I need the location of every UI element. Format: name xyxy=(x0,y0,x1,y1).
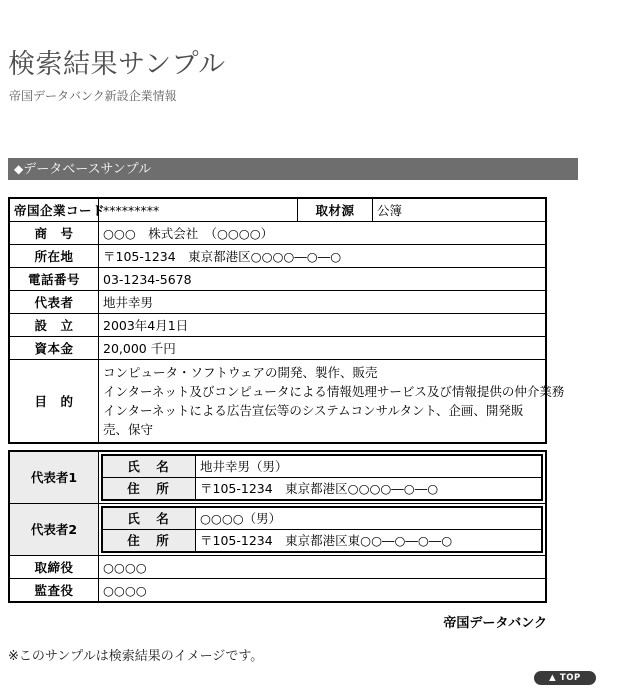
table-row-established xyxy=(9,314,546,337)
page-subtitle: 帝国データバンク新設企業情報 xyxy=(9,89,177,103)
table-row-representative-1 xyxy=(9,451,546,504)
page-title: 検索結果サンプル xyxy=(8,49,226,80)
table-row-trade-name xyxy=(9,222,546,245)
value-rep2-address: 〒105-1234 東京都港区東○○―○―○―○ xyxy=(196,530,543,553)
table-row-director xyxy=(9,556,546,579)
section-header-database-sample xyxy=(8,158,578,180)
table-row-auditor xyxy=(9,579,546,603)
representative-1-detail-table xyxy=(101,454,543,501)
table-row-rep2-name xyxy=(102,507,542,530)
back-to-top-button[interactable]: ▲ TOP xyxy=(534,671,596,685)
label-source: 取材源 xyxy=(298,198,373,222)
label-director: 取締役 xyxy=(9,556,99,579)
table-row-representative-2 xyxy=(9,504,546,556)
label-trade-name: 商 号 xyxy=(9,222,99,245)
label-rep1-name: 氏 名 xyxy=(102,455,196,478)
section-header-label: データベースサンプル xyxy=(23,162,152,177)
company-info-table xyxy=(8,197,565,444)
attribution-text: 帝国データバンク xyxy=(443,616,547,631)
label-established: 設 立 xyxy=(9,314,99,337)
value-rep2-name: ○○○○（男） xyxy=(196,507,543,530)
value-purpose xyxy=(99,360,565,444)
table-row-purpose xyxy=(9,360,546,444)
label-capital: 資本金 xyxy=(9,337,99,360)
table-row-rep1-name xyxy=(102,455,542,478)
value-source: 公簿 xyxy=(373,198,547,222)
value-capital: 20,000 千円 xyxy=(99,337,547,360)
table-row-location xyxy=(9,245,546,268)
label-representative-1: 代表者1 xyxy=(9,451,99,504)
value-phone: 03-1234-5678 xyxy=(99,268,547,291)
value-rep1-address: 〒105-1234 東京都港区○○○○―○―○ xyxy=(196,478,543,501)
label-rep1-address: 住 所 xyxy=(102,478,196,501)
table-row-company-code xyxy=(9,198,546,222)
representative-2-details xyxy=(99,504,547,556)
value-representative: 地井幸男 xyxy=(99,291,547,314)
label-auditor: 監査役 xyxy=(9,579,99,603)
value-trade-name: ○○○ 株式会社 （○○○○） xyxy=(99,222,547,245)
value-rep1-name: 地井幸男（男） xyxy=(196,455,543,478)
label-rep2-address: 住 所 xyxy=(102,530,196,553)
table-row-capital xyxy=(9,337,546,360)
representative-2-detail-table xyxy=(101,506,543,553)
value-location: 〒105-1234 東京都港区○○○○―○―○ xyxy=(99,245,547,268)
label-rep2-name: 氏 名 xyxy=(102,507,196,530)
table-row-rep1-address xyxy=(102,478,542,501)
value-established: 2003年4月1日 xyxy=(99,314,547,337)
representative-1-details xyxy=(99,451,547,504)
label-representative-2: 代表者2 xyxy=(9,504,99,556)
value-company-code: ********* xyxy=(99,198,298,222)
sample-note: ※このサンプルは検索結果のイメージです。 xyxy=(8,649,264,664)
label-location: 所在地 xyxy=(9,245,99,268)
table-row-rep2-address xyxy=(102,530,542,553)
diamond-bullet-icon: ◆ xyxy=(14,162,24,176)
label-phone: 電話番号 xyxy=(9,268,99,291)
officers-table xyxy=(8,450,547,603)
purpose-line-2: インターネット及びコンピュータによる情報処理サービス及び情報提供の仲介業務 xyxy=(103,384,565,399)
table-row-phone xyxy=(9,268,546,291)
label-purpose: 目 的 xyxy=(9,360,99,444)
label-company-code: 帝国企業コード xyxy=(9,198,99,222)
purpose-line-1: コンピュータ・ソフトウェアの開発、製作、販売 xyxy=(103,365,378,380)
label-representative: 代表者 xyxy=(9,291,99,314)
table-row-representative xyxy=(9,291,546,314)
purpose-line-3: インターネットによる広告宣伝等のシステムコンサルタント、企画、開発販売、保守 xyxy=(103,403,524,437)
value-auditor: ○○○○ xyxy=(99,579,547,603)
value-director: ○○○○ xyxy=(99,556,547,579)
